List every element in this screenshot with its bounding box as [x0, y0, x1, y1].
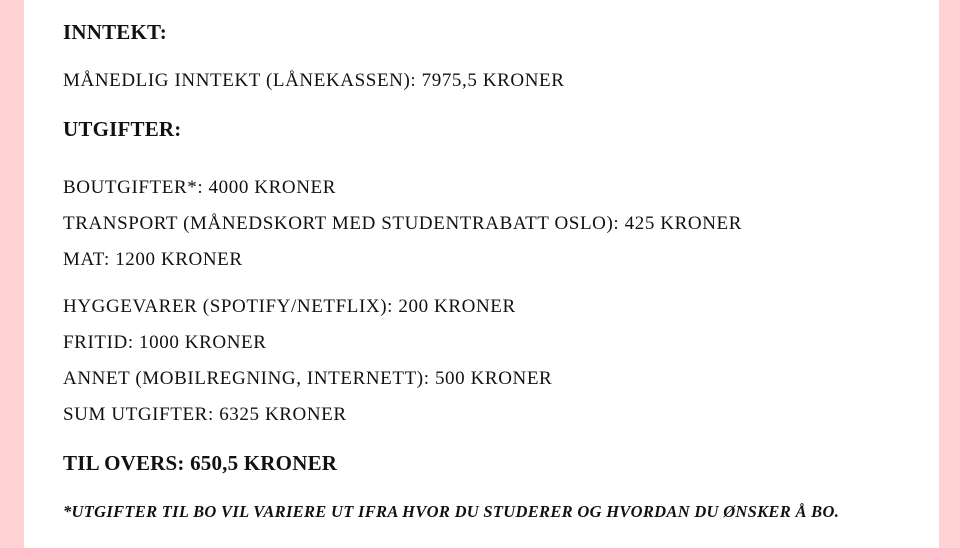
remainder-total: TIL OVERS: 650,5 KRONER — [63, 451, 338, 475]
monthly-income: MÅNEDLIG INNTEKT (LÅNEKASSEN): 7975,5 KRONER — [63, 70, 565, 91]
expense-transport: TRANSPORT (MÅNEDSKORT MED STUDENTRABATT OSLO): 425 KRONER — [63, 213, 743, 234]
expense-housing: BOUTGIFTER*: 4000 KRONER — [63, 177, 337, 198]
expense-other: ANNET (MOBILREGNING, INTERNETT): 500 KRONER — [63, 368, 553, 389]
expenses-heading: UTGIFTER: — [63, 117, 182, 141]
income-heading: INNTEKT: — [63, 20, 167, 44]
expenses-sum: SUM UTGIFTER: 6325 KRONER — [63, 404, 347, 425]
housing-footnote: *UTGIFTER TIL BO VIL VARIERE UT IFRA HVOR DU STUDERER OG HVORDAN DU ØNSKER Å BO. — [63, 502, 840, 521]
expense-entertainment: HYGGEVARER (SPOTIFY/NETFLIX): 200 KRONER — [63, 296, 516, 317]
budget-sheet — [24, 0, 939, 548]
expense-leisure: FRITID: 1000 KRONER — [63, 332, 267, 353]
expense-food: MAT: 1200 KRONER — [63, 249, 243, 270]
